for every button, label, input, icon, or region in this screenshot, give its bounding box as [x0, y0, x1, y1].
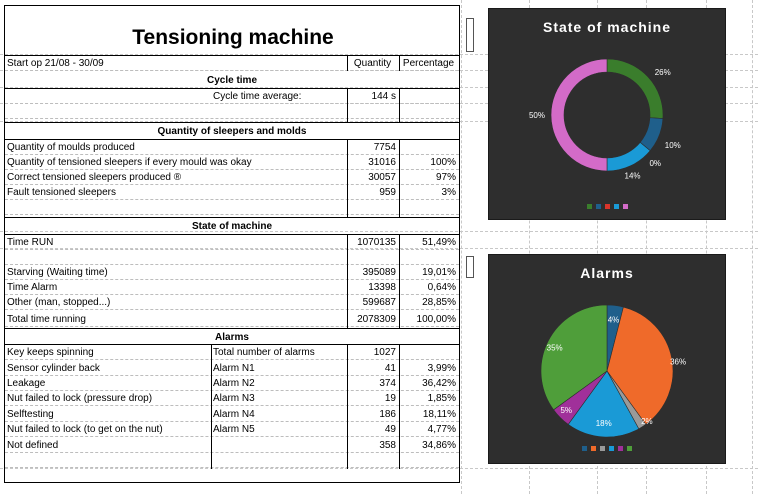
row-label[interactable]: Time Alarm	[7, 282, 58, 293]
table-row[interactable]	[5, 345, 459, 360]
row-qty[interactable]: 30057	[368, 172, 396, 183]
row-code[interactable]: Alarm N3	[213, 393, 255, 404]
table-row[interactable]	[5, 361, 459, 376]
data-label-0: 4%	[607, 315, 620, 325]
pie-chart-svg	[489, 255, 725, 463]
data-table	[4, 5, 460, 483]
legend-swatch-1	[591, 446, 596, 451]
quantity-header[interactable]: Quantity	[353, 58, 392, 69]
row-label[interactable]: Fault tensioned sleepers	[7, 187, 116, 198]
empty-row[interactable]	[5, 200, 459, 215]
row-qty[interactable]: 13398	[368, 282, 396, 293]
alarms-chart[interactable]	[488, 254, 726, 464]
cycle-value[interactable]: 144 s	[371, 91, 396, 102]
row-code[interactable]: Alarm N2	[213, 378, 255, 389]
row-qty[interactable]: 395089	[362, 267, 396, 278]
data-label-4: 5%	[560, 405, 573, 415]
row-code[interactable]: Alarm N4	[213, 409, 255, 420]
col-sep	[399, 235, 400, 328]
grid-col-line	[461, 0, 462, 494]
sleepers-section-header[interactable]: Quantity of sleepers and molds	[157, 126, 307, 137]
selected-cell[interactable]	[466, 256, 474, 278]
cycle-row[interactable]	[5, 89, 459, 104]
selected-cell[interactable]	[466, 18, 474, 52]
row-label[interactable]: Quantity of moulds produced	[7, 142, 135, 153]
table-row[interactable]	[5, 391, 459, 406]
row-pct[interactable]: 3%	[441, 187, 456, 198]
row-qty[interactable]: 2078309	[357, 314, 396, 325]
data-label-0: 26%	[654, 67, 671, 77]
row-pct[interactable]: 18,11%	[422, 409, 456, 420]
col-sep	[399, 140, 400, 217]
legend-swatch-2	[605, 204, 610, 209]
table-row[interactable]	[5, 185, 459, 200]
row-label[interactable]: Not defined	[7, 440, 59, 451]
row-pct[interactable]: 100,00%	[416, 314, 456, 325]
data-label-3: 14%	[624, 171, 641, 181]
percentage-header[interactable]: Percentage	[402, 58, 455, 69]
divider	[5, 122, 459, 123]
row-pct[interactable]: 36,42%	[422, 378, 456, 389]
row-pct[interactable]: 19,01%	[422, 267, 456, 278]
row-qty[interactable]: 1070135	[357, 237, 396, 248]
row-label[interactable]: Time RUN	[7, 237, 54, 248]
row-pct[interactable]: 100%	[430, 157, 456, 168]
table-row[interactable]	[5, 280, 459, 295]
row-pct[interactable]: 51,49%	[422, 237, 456, 248]
cycle-label[interactable]: Cycle time average:	[213, 91, 302, 102]
row-label[interactable]: Quantity of tensioned sleepers if every mould was okay	[7, 157, 252, 168]
table-row[interactable]	[5, 235, 459, 250]
row-qty[interactable]: 7754	[373, 142, 396, 153]
chart-slice-4[interactable]	[551, 59, 607, 171]
col-sep	[399, 56, 400, 71]
page-title: Tensioning machine	[132, 26, 334, 49]
row-pct[interactable]: 0,64%	[427, 282, 456, 293]
row-pct[interactable]: 28,85%	[422, 297, 456, 308]
col-sep	[399, 89, 400, 122]
period-cell[interactable]: Start op 21/08 - 30/09	[7, 58, 104, 69]
alarms-section-header[interactable]: Alarms	[215, 332, 249, 343]
row-qty[interactable]: 358	[379, 440, 396, 451]
row-qty[interactable]: 959	[379, 187, 396, 198]
data-label-5: 35%	[546, 343, 563, 353]
table-row[interactable]	[5, 407, 459, 422]
legend-swatch-4	[623, 204, 628, 209]
empty-row[interactable]	[5, 250, 459, 265]
legend-swatch-4	[618, 446, 623, 451]
col-sep	[211, 345, 212, 469]
col-sep	[347, 140, 348, 217]
legend-swatch-0	[587, 204, 592, 209]
state-of-machine-chart[interactable]	[488, 8, 726, 220]
doughnut-chart-svg	[489, 9, 725, 219]
row-label[interactable]: Selftesting	[7, 409, 54, 420]
empty-row[interactable]	[5, 104, 459, 119]
table-row[interactable]	[5, 422, 459, 437]
col-sep	[347, 235, 348, 328]
cycle-section-header[interactable]: Cycle time	[206, 75, 258, 86]
divider	[5, 217, 459, 218]
row-label[interactable]: Other (man, stopped...)	[7, 297, 111, 308]
data-label-1: 36%	[670, 357, 687, 367]
row-label[interactable]: Starving (Waiting time)	[7, 267, 108, 278]
row-pct[interactable]	[399, 140, 459, 155]
state-section-header[interactable]: State of machine	[191, 221, 273, 232]
table-row[interactable]	[5, 170, 459, 185]
legend-swatch-0	[582, 446, 587, 451]
row-qty[interactable]: 186	[379, 409, 396, 420]
table-row[interactable]	[5, 155, 459, 170]
table-row[interactable]	[5, 140, 459, 155]
row-pct[interactable]: 97%	[435, 172, 456, 183]
legend-swatch-2	[600, 446, 605, 451]
legend-swatch-3	[609, 446, 614, 451]
col-sep	[399, 345, 400, 469]
grid-col-line	[752, 0, 753, 494]
row-label[interactable]: Nut failed to lock (pressure drop)	[7, 393, 153, 404]
row-pct[interactable]: 1,85%	[427, 393, 456, 404]
chart-legend	[489, 443, 725, 454]
row-qty[interactable]: 374	[379, 378, 396, 389]
legend-swatch-3	[614, 204, 619, 209]
col-sep	[347, 345, 348, 469]
chart-title: State of machine	[542, 19, 672, 35]
chart-legend	[489, 201, 725, 212]
row-qty[interactable]: 19	[384, 393, 396, 404]
table-row[interactable]	[5, 265, 459, 280]
legend-swatch-5	[627, 446, 632, 451]
empty-row[interactable]	[5, 453, 459, 468]
legend-swatch-1	[596, 204, 601, 209]
row-code[interactable]: Total number of alarms	[213, 347, 315, 358]
row-code[interactable]: Alarm N5	[213, 424, 255, 435]
table-row[interactable]	[5, 295, 459, 310]
header-row[interactable]	[5, 56, 459, 71]
data-label-3: 18%	[595, 418, 612, 428]
data-label-2: 2%	[641, 416, 653, 426]
chart-slice-3[interactable]	[607, 142, 650, 171]
row-qty[interactable]: 41	[384, 363, 396, 374]
row-label[interactable]: Total time running	[7, 314, 86, 325]
data-label-4: 50%	[528, 110, 546, 120]
table-row[interactable]	[5, 376, 459, 391]
row-qty[interactable]: 599687	[362, 297, 396, 308]
divider	[5, 328, 459, 329]
row-pct[interactable]: 34,86%	[422, 440, 456, 451]
table-row[interactable]	[5, 312, 459, 327]
table-row[interactable]	[5, 438, 459, 453]
chart-title: Alarms	[580, 265, 634, 281]
col-sep	[347, 56, 348, 71]
row-pct[interactable]: 4,77%	[427, 424, 456, 435]
row-qty[interactable]: 49	[384, 424, 396, 435]
row-label[interactable]: Correct tensioned sleepers produced ®	[7, 172, 182, 183]
data-label-1: 10%	[664, 141, 681, 151]
row-code[interactable]: Alarm N1	[213, 363, 255, 374]
row-qty[interactable]: 31016	[368, 157, 396, 168]
row-qty[interactable]: 1027	[373, 347, 396, 358]
col-sep	[347, 89, 348, 122]
row-code[interactable]	[211, 438, 347, 453]
row-label[interactable]: Leakage	[7, 378, 46, 389]
row-label[interactable]: Key keeps spinning	[7, 347, 94, 358]
row-label[interactable]: Nut failed to lock (to get on the nut)	[7, 424, 163, 435]
row-label[interactable]: Sensor cylinder back	[7, 363, 100, 374]
row-pct[interactable]: 3,99%	[427, 363, 456, 374]
data-label-2: 0%	[649, 159, 662, 169]
